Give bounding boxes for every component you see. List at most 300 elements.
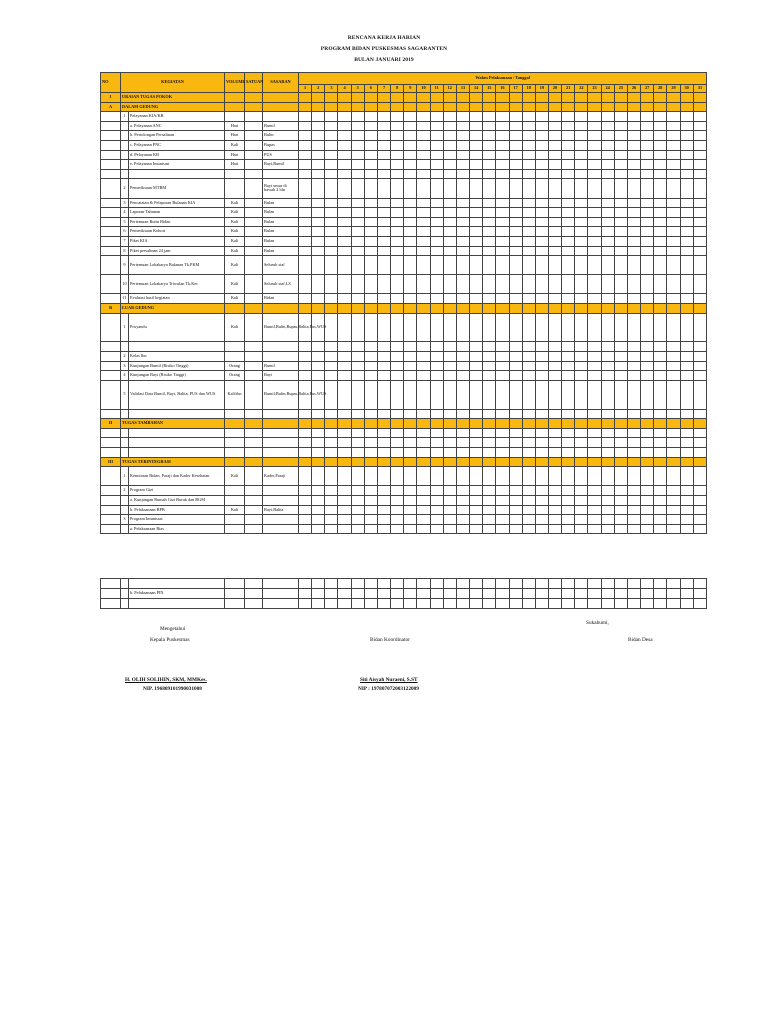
- day-cell: [680, 371, 693, 381]
- day-cell: [654, 380, 667, 409]
- day-cell: [548, 198, 561, 208]
- day-cell: [548, 524, 561, 534]
- day-cell: [575, 93, 588, 103]
- day-cell: [667, 198, 680, 208]
- day-cell: [667, 579, 680, 589]
- day-cell: [443, 579, 456, 589]
- day-cell: [404, 131, 417, 141]
- day-cell: [430, 179, 443, 198]
- day-cell: [614, 599, 627, 609]
- day-cell: [391, 140, 404, 150]
- day-cell: [680, 428, 693, 438]
- day-cell: [391, 342, 404, 352]
- day-cell: [483, 313, 496, 342]
- cell-no: [101, 275, 121, 294]
- day-cell: [456, 313, 469, 342]
- day-cell: [588, 304, 601, 314]
- day-cell: [575, 457, 588, 467]
- day-cell: [470, 198, 483, 208]
- day-cell: [614, 131, 627, 141]
- day-cell: [404, 495, 417, 505]
- day-cell: [483, 409, 496, 419]
- table-row: [101, 217, 707, 227]
- day-cell: [299, 599, 312, 609]
- day-cell: [312, 438, 325, 448]
- day-cell: [509, 361, 522, 371]
- day-cell: [588, 150, 601, 160]
- day-cell: [601, 505, 614, 515]
- day-cell: [548, 505, 561, 515]
- day-cell: [338, 140, 351, 150]
- day-cell: [338, 313, 351, 342]
- day-cell: [667, 409, 680, 419]
- cell-satuan: [245, 140, 263, 150]
- table-row: [101, 409, 707, 419]
- cell-satuan: [245, 102, 263, 112]
- table-row: [101, 371, 707, 381]
- cell-no: [101, 524, 121, 534]
- day-cell: [680, 361, 693, 371]
- day-cell: [404, 409, 417, 419]
- day-cell: [325, 352, 338, 362]
- cell-sasaran: Bumil,Bulin,Bupas,Balita,Pus,WUS: [263, 380, 299, 409]
- day-cell: [391, 198, 404, 208]
- cell-satuan: [245, 371, 263, 381]
- day-cell: [299, 160, 312, 170]
- day-cell: [601, 524, 614, 534]
- day-cell: [325, 515, 338, 525]
- day-cell: [325, 599, 338, 609]
- day-cell: [548, 361, 561, 371]
- day-cell: [627, 294, 640, 304]
- day-cell: [627, 352, 640, 362]
- day-cell: [535, 236, 548, 246]
- section-code: B: [101, 304, 121, 314]
- day-cell: [351, 524, 364, 534]
- day-cell: [338, 102, 351, 112]
- cell-volume: [225, 438, 245, 448]
- signature-coordinator-nip: NIP : 197807072003122009: [358, 686, 419, 692]
- day-cell: [404, 93, 417, 103]
- day-cell: [338, 448, 351, 458]
- day-cell: [693, 93, 707, 103]
- table-row: [101, 236, 707, 246]
- section-title: URAIAN TUGAS POKOK: [121, 93, 225, 103]
- day-cell: [417, 160, 430, 170]
- cell-no: [101, 599, 121, 609]
- cell-satuan: [245, 112, 263, 122]
- day-cell: [667, 160, 680, 170]
- day-cell: [325, 589, 338, 599]
- cell-no: [101, 361, 121, 371]
- day-cell: [483, 179, 496, 198]
- day-cell: [548, 599, 561, 609]
- day-cell: [456, 275, 469, 294]
- day-cell: [312, 275, 325, 294]
- day-cell: [430, 131, 443, 141]
- section-title: TUGAS TERINTEGRASI: [121, 457, 225, 467]
- item-number: [121, 428, 129, 438]
- day-cell: [627, 256, 640, 275]
- day-cell: [443, 313, 456, 342]
- cell-volume: [225, 352, 245, 362]
- day-cell: [535, 121, 548, 131]
- day-cell: [338, 361, 351, 371]
- day-cell: [535, 227, 548, 237]
- day-cell: [443, 448, 456, 458]
- day-cell: [404, 140, 417, 150]
- day-cell: [667, 342, 680, 352]
- cell-satuan: [245, 304, 263, 314]
- activity-name: a. Pelaksanaan Bias: [129, 524, 225, 534]
- cell-no: [101, 486, 121, 496]
- day-cell: [443, 246, 456, 256]
- day-cell: [456, 380, 469, 409]
- day-cell: [404, 304, 417, 314]
- day-cell: [299, 524, 312, 534]
- cell-volume: Kali: [225, 246, 245, 256]
- day-cell: [693, 361, 707, 371]
- day-cell: [417, 313, 430, 342]
- day-cell: [470, 448, 483, 458]
- day-cell: [496, 236, 509, 246]
- day-cell: [627, 428, 640, 438]
- day-cell: [548, 515, 561, 525]
- day-cell: [654, 361, 667, 371]
- day-cell: [522, 256, 535, 275]
- day-cell: [601, 140, 614, 150]
- day-cell: [654, 599, 667, 609]
- day-cell: [312, 361, 325, 371]
- day-cell: [417, 505, 430, 515]
- day-cell: [627, 409, 640, 419]
- day-cell: [391, 217, 404, 227]
- day-cell: [667, 236, 680, 246]
- day-cell: [483, 160, 496, 170]
- day-cell: [417, 198, 430, 208]
- cell-satuan: [245, 208, 263, 218]
- day-cell: [299, 246, 312, 256]
- cell-volume: [225, 428, 245, 438]
- day-cell: [575, 208, 588, 218]
- day-cell: [614, 409, 627, 419]
- day-cell: [522, 589, 535, 599]
- day-cell: [391, 169, 404, 179]
- day-cell: [456, 467, 469, 486]
- day-cell: [496, 352, 509, 362]
- day-cell: [325, 93, 338, 103]
- day-cell: [456, 304, 469, 314]
- col-header-day: 24: [601, 85, 614, 93]
- day-cell: [496, 198, 509, 208]
- day-cell: [601, 352, 614, 362]
- day-cell: [614, 169, 627, 179]
- day-cell: [351, 361, 364, 371]
- day-cell: [325, 304, 338, 314]
- signature-village-midwife-title: Bidan Desa: [628, 637, 653, 643]
- day-cell: [601, 121, 614, 131]
- day-cell: [299, 217, 312, 227]
- day-cell: [391, 160, 404, 170]
- day-cell: [338, 438, 351, 448]
- cell-sasaran: Bulan: [263, 236, 299, 246]
- day-cell: [443, 236, 456, 246]
- day-cell: [522, 150, 535, 160]
- day-cell: [535, 342, 548, 352]
- day-cell: [470, 121, 483, 131]
- day-cell: [470, 428, 483, 438]
- day-cell: [299, 467, 312, 486]
- cell-satuan: [245, 589, 263, 599]
- day-cell: [627, 160, 640, 170]
- cell-satuan: [245, 380, 263, 409]
- day-cell: [312, 227, 325, 237]
- day-cell: [641, 467, 654, 486]
- day-cell: [667, 371, 680, 381]
- day-cell: [641, 361, 654, 371]
- day-cell: [627, 217, 640, 227]
- day-cell: [391, 438, 404, 448]
- day-cell: [509, 208, 522, 218]
- day-cell: [351, 505, 364, 515]
- day-cell: [562, 236, 575, 246]
- day-cell: [680, 179, 693, 198]
- day-cell: [509, 515, 522, 525]
- day-cell: [364, 371, 377, 381]
- day-cell: [535, 256, 548, 275]
- day-cell: [693, 198, 707, 208]
- day-cell: [562, 409, 575, 419]
- cell-volume: [225, 409, 245, 419]
- day-cell: [338, 112, 351, 122]
- day-cell: [299, 495, 312, 505]
- day-cell: [325, 486, 338, 496]
- day-cell: [430, 160, 443, 170]
- day-cell: [522, 102, 535, 112]
- col-header-day: 29: [667, 85, 680, 93]
- cell-satuan: [245, 524, 263, 534]
- day-cell: [509, 457, 522, 467]
- day-cell: [417, 112, 430, 122]
- item-number: 1: [121, 467, 129, 486]
- day-cell: [364, 524, 377, 534]
- day-cell: [588, 371, 601, 381]
- day-cell: [312, 112, 325, 122]
- day-cell: [364, 448, 377, 458]
- day-cell: [483, 121, 496, 131]
- day-cell: [548, 217, 561, 227]
- day-cell: [575, 198, 588, 208]
- day-cell: [404, 179, 417, 198]
- day-cell: [325, 428, 338, 438]
- day-cell: [588, 361, 601, 371]
- day-cell: [522, 419, 535, 429]
- day-cell: [351, 294, 364, 304]
- day-cell: [364, 352, 377, 362]
- day-cell: [404, 352, 417, 362]
- day-cell: [470, 102, 483, 112]
- day-cell: [535, 486, 548, 496]
- day-cell: [601, 246, 614, 256]
- day-cell: [588, 438, 601, 448]
- col-header-sasaran: SASARAN: [263, 73, 299, 93]
- col-header-day: 1: [299, 85, 312, 93]
- table-row: [101, 256, 707, 275]
- day-cell: [601, 438, 614, 448]
- day-cell: [430, 112, 443, 122]
- day-cell: [404, 208, 417, 218]
- cell-no: [101, 589, 121, 599]
- day-cell: [641, 227, 654, 237]
- day-cell: [641, 246, 654, 256]
- day-cell: [522, 428, 535, 438]
- table-row: [101, 294, 707, 304]
- day-cell: [535, 208, 548, 218]
- day-cell: [377, 160, 390, 170]
- day-cell: [364, 304, 377, 314]
- day-cell: [377, 579, 390, 589]
- day-cell: [377, 121, 390, 131]
- day-cell: [338, 179, 351, 198]
- day-cell: [614, 589, 627, 599]
- col-header-day: 15: [483, 85, 496, 93]
- cell-sasaran: Bulin: [263, 131, 299, 141]
- day-cell: [312, 579, 325, 589]
- day-cell: [325, 169, 338, 179]
- day-cell: [417, 361, 430, 371]
- day-cell: [588, 160, 601, 170]
- day-cell: [483, 467, 496, 486]
- cell-volume: [225, 419, 245, 429]
- day-cell: [483, 419, 496, 429]
- day-cell: [443, 599, 456, 609]
- day-cell: [575, 361, 588, 371]
- day-cell: [456, 409, 469, 419]
- day-cell: [588, 227, 601, 237]
- day-cell: [430, 313, 443, 342]
- day-cell: [456, 169, 469, 179]
- day-cell: [522, 457, 535, 467]
- day-cell: [680, 236, 693, 246]
- cell-no: [101, 121, 121, 131]
- day-cell: [364, 457, 377, 467]
- col-header-day: 20: [548, 85, 561, 93]
- cell-satuan: [245, 448, 263, 458]
- day-cell: [312, 304, 325, 314]
- day-cell: [509, 313, 522, 342]
- day-cell: [562, 428, 575, 438]
- day-cell: [548, 304, 561, 314]
- day-cell: [535, 371, 548, 381]
- day-cell: [562, 380, 575, 409]
- day-cell: [325, 208, 338, 218]
- cell-volume: Orang: [225, 371, 245, 381]
- day-cell: [680, 352, 693, 362]
- day-cell: [575, 294, 588, 304]
- col-header-day: 16: [496, 85, 509, 93]
- day-cell: [562, 448, 575, 458]
- day-cell: [443, 179, 456, 198]
- activity-name: b. Pertolongan Persalinan: [129, 131, 225, 141]
- day-cell: [601, 486, 614, 496]
- cell-volume: Kali: [225, 236, 245, 246]
- day-cell: [456, 419, 469, 429]
- cell-sasaran: [263, 486, 299, 496]
- day-cell: [377, 524, 390, 534]
- day-cell: [680, 524, 693, 534]
- day-cell: [588, 131, 601, 141]
- day-cell: [312, 524, 325, 534]
- day-cell: [496, 256, 509, 275]
- day-cell: [483, 380, 496, 409]
- item-number: 4: [121, 371, 129, 381]
- day-cell: [575, 121, 588, 131]
- cell-satuan: [245, 121, 263, 131]
- day-cell: [667, 169, 680, 179]
- day-cell: [522, 275, 535, 294]
- cell-no: [101, 467, 121, 486]
- day-cell: [575, 352, 588, 362]
- day-cell: [483, 256, 496, 275]
- day-cell: [338, 217, 351, 227]
- day-cell: [391, 599, 404, 609]
- day-cell: [522, 342, 535, 352]
- day-cell: [575, 428, 588, 438]
- day-cell: [641, 524, 654, 534]
- day-cell: [496, 515, 509, 525]
- day-cell: [364, 140, 377, 150]
- day-cell: [627, 102, 640, 112]
- day-cell: [325, 198, 338, 208]
- day-cell: [404, 524, 417, 534]
- day-cell: [325, 246, 338, 256]
- day-cell: [575, 495, 588, 505]
- day-cell: [364, 102, 377, 112]
- col-header-volume: VOLUME: [225, 73, 245, 93]
- day-cell: [417, 179, 430, 198]
- col-header-day: 28: [654, 85, 667, 93]
- day-cell: [391, 93, 404, 103]
- day-cell: [456, 246, 469, 256]
- day-cell: [654, 419, 667, 429]
- day-cell: [601, 371, 614, 381]
- day-cell: [588, 256, 601, 275]
- day-cell: [667, 352, 680, 362]
- cell-volume: [225, 304, 245, 314]
- day-cell: [693, 419, 707, 429]
- day-cell: [562, 495, 575, 505]
- day-cell: [601, 380, 614, 409]
- day-cell: [351, 448, 364, 458]
- table-row: [101, 160, 707, 170]
- day-cell: [377, 236, 390, 246]
- day-cell: [483, 438, 496, 448]
- day-cell: [456, 140, 469, 150]
- col-header-day: 21: [562, 85, 575, 93]
- day-cell: [483, 579, 496, 589]
- day-cell: [312, 515, 325, 525]
- table-row: [101, 438, 707, 448]
- activity-name: Pelayanan KIA/KB: [129, 112, 225, 122]
- day-cell: [641, 294, 654, 304]
- day-cell: [351, 313, 364, 342]
- day-cell: [548, 256, 561, 275]
- day-cell: [522, 467, 535, 486]
- cell-no: [101, 150, 121, 160]
- day-cell: [693, 515, 707, 525]
- cell-no: [101, 579, 121, 589]
- day-cell: [522, 579, 535, 589]
